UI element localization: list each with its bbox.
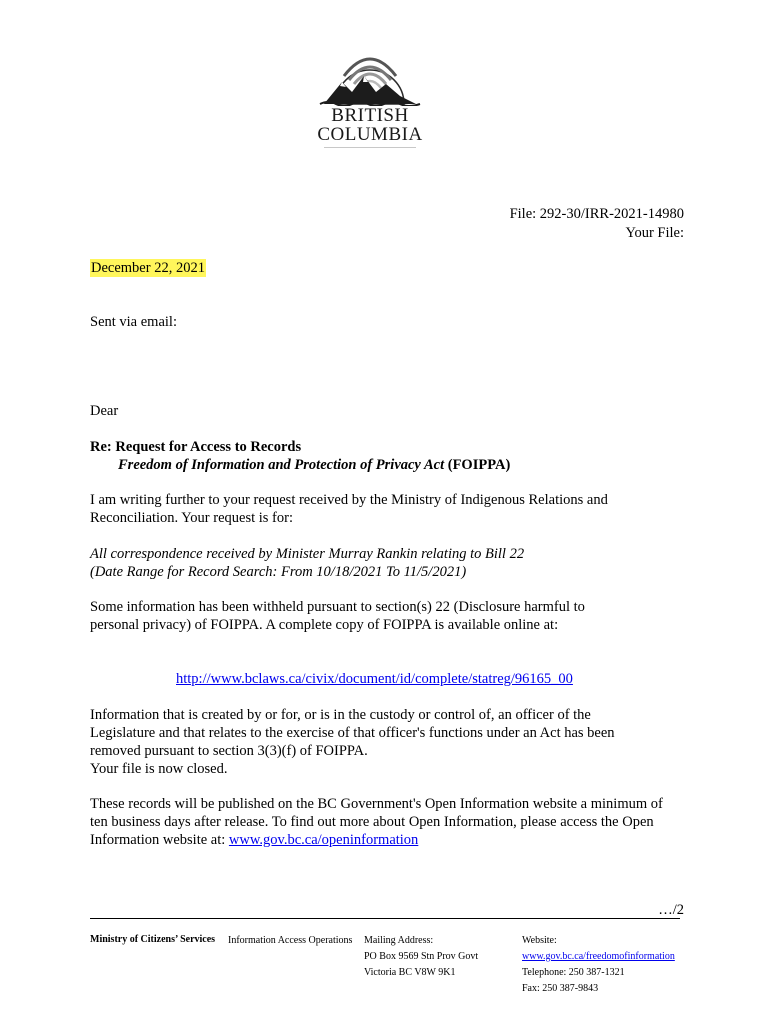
- footer-ministry: Ministry of Citizens’ Services: [90, 934, 216, 945]
- bc-logo: [316, 46, 424, 148]
- footer-website-link[interactable]: www.gov.bc.ca/freedomofinformation: [522, 951, 675, 962]
- your-file: Your File:: [625, 225, 684, 241]
- request-line1: All correspondence received by Minister Murray Rankin relating to Bill 22: [90, 546, 525, 562]
- footer-website: [522, 933, 675, 997]
- open-information-link[interactable]: www.gov.bc.ca/openinformation: [228, 832, 419, 848]
- footer-fax: Fax: 250 387-9843: [522, 983, 599, 994]
- footer-mailing-line2: Victoria BC V8W 9K1: [364, 967, 456, 978]
- logo-line1: BRITISH: [331, 105, 409, 126]
- letter-date: December 22, 2021: [91, 260, 205, 276]
- withheld-paragraph: Some information has been withheld pursuant to section(s) 22 (Disclosure harmful to personal privacy) of FOIPPA. A complete copy of FOIPPA is available online at:: [90, 599, 585, 633]
- foippa-link[interactable]: http://www.bclaws.ca/civix/document/id/complete/statreg/96165_00: [176, 671, 573, 687]
- footer-telephone: Telephone: 250 387-1321: [522, 967, 625, 978]
- footer-rule: [90, 918, 680, 919]
- page-continuation: …/2: [658, 902, 684, 918]
- file-number: File: 292-30/IRR-2021-14980: [509, 206, 684, 222]
- salutation: Dear: [90, 403, 119, 419]
- re-act-suffix: (FOIPPA): [444, 457, 511, 473]
- bc-logo-emblem-icon: [316, 46, 424, 106]
- re-subject: Re: Request for Access to Records: [90, 439, 302, 455]
- sent-via: Sent via email:: [90, 314, 177, 330]
- file-closed: Your file is now closed.: [90, 761, 228, 777]
- intro-paragraph: I am writing further to your request received by the Ministry of Indigenous Relations and Reconciliation. Your request is for:: [90, 492, 608, 526]
- footer-mailing-line1: PO Box 9569 Stn Prov Govt: [364, 951, 479, 962]
- re-act: [118, 456, 510, 474]
- published-text: These records will be published on the BC Government's Open Information website a minimum of ten business days after release. To find out more about Open Information, please access the Open Information website at:: [90, 796, 663, 848]
- logo-line2: COLUMBIA: [317, 124, 423, 145]
- request-line2: (Date Range for Record Search: From 10/18/2021 To 11/5/2021): [90, 564, 467, 580]
- officer-paragraph: Information that is created by or for, or is in the custody or control of, an officer of the Legislature and that relates to the exercise of that officer's functions under an Act has been removed pursuant to section 3(3)(f) of FOIPPA.: [90, 707, 615, 759]
- published-paragraph: [90, 795, 680, 849]
- re-act-title: Freedom of Information and Protection of Privacy Act: [118, 457, 445, 473]
- footer-mailing-label: Mailing Address:: [364, 935, 434, 946]
- logo-underline: [324, 147, 416, 148]
- footer-branch: Information Access Operations: [228, 935, 353, 946]
- footer-website-label: Website:: [522, 935, 557, 946]
- foippa-link-wrap: [176, 670, 573, 688]
- footer-mailing: [364, 933, 478, 981]
